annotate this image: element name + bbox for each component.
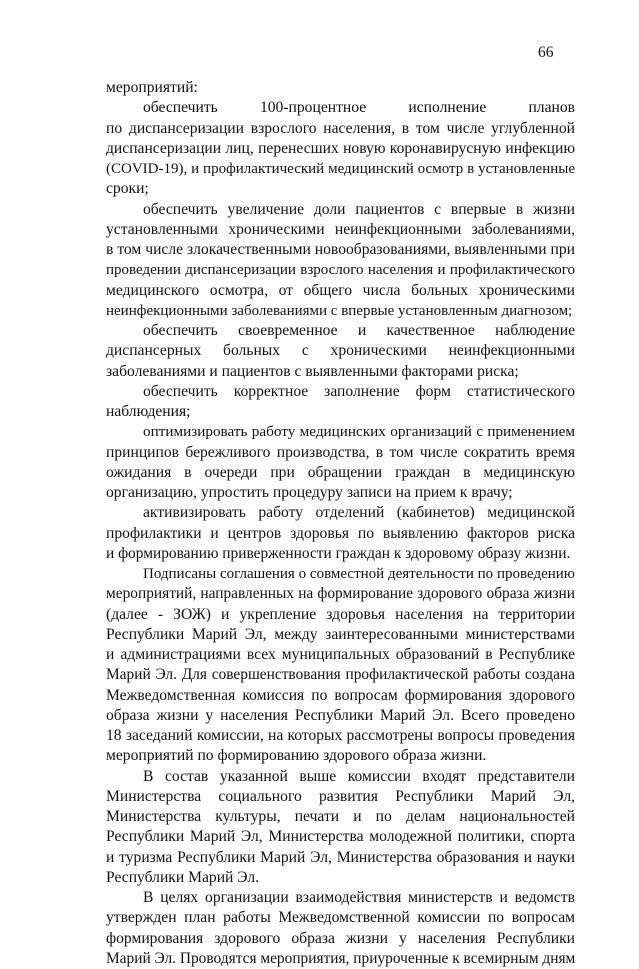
- text-line: Марий Эл. Для совершенствования профилактической работы создана: [106, 666, 575, 684]
- text-line: Республики Марий Эл.: [106, 868, 260, 886]
- text-line: диспансерных больных с хроническими неинфекционными: [106, 342, 575, 360]
- text-line: В целях организации взаимодействия министерств и ведомств: [143, 889, 575, 906]
- text-line: ожидания в очереди при обращении граждан в медицинскую: [106, 463, 575, 481]
- text-line: активизировать работу отделений (кабинетов) медицинской: [143, 504, 575, 522]
- text-line: (COVID-19), и профилактический медицинский осмотр в установленные: [106, 161, 575, 177]
- text-line: Министерства социального развития Республики Марий Эл,: [106, 787, 575, 805]
- text-line: В состав указанной выше комиссии входят представители: [143, 767, 575, 785]
- text-line: и туризма Республики Марий Эл, Министерства образования и науки: [106, 848, 575, 866]
- text-line: Республики Марий Эл, Министерства молодежной политики, спорта: [106, 828, 575, 846]
- text-line: и формированию приверженности граждан к здоровому образу жизни.: [106, 544, 571, 562]
- text-line: мероприятий:: [106, 79, 198, 96]
- text-line: организацию, упростить процедуру записи на прием к врачу;: [106, 484, 513, 501]
- text-line: (далее - ЗОЖ) и укрепление здоровья населения на территории: [106, 605, 575, 623]
- text-line: 18 заседаний комиссии, на которых рассмотрены вопросы проведения: [106, 727, 575, 744]
- text-line: в том числе злокачественными новообразованиями, выявленными при: [106, 241, 575, 258]
- text-line: Подписаны соглашения о совместной деятельности по проведению: [143, 566, 575, 582]
- text-line: по диспансеризации взрослого населения, в том числе углубленной: [106, 119, 575, 137]
- text-line: профилактики и центров здоровья по выявлению факторов риска: [106, 524, 575, 542]
- text-line: мероприятий по формированию здорового образа жизни.: [106, 747, 487, 765]
- text-line: обеспечить увеличение доли пациентов с впервые в жизни: [143, 200, 575, 218]
- text-line: Республики Марий Эл, между заинтересованными министерствами: [106, 625, 575, 643]
- text-line: обеспечить корректное заполнение форм статистического: [143, 382, 575, 400]
- text-line: диспансеризации лиц, перенесших новую коронавирусную инфекцию: [106, 139, 575, 157]
- text-line: Министерства культуры, печати и по делам национальностей: [106, 808, 575, 825]
- text-line: оптимизировать работу медицинских организаций с применением: [143, 423, 575, 441]
- page-number: 66: [538, 44, 554, 61]
- text-line: мероприятий, направленных на формирование здорового образа жизни: [106, 585, 575, 603]
- text-line: образа жизни у населения Республики Марий Эл. Всего проведено: [106, 706, 575, 724]
- text-line: проведении диспансеризации взрослого населения и профилактического: [106, 262, 575, 279]
- text-line: обеспечить 100-процентное исполнение планов: [143, 99, 575, 117]
- text-line: формирования здорового образа жизни у населения Республики: [106, 929, 575, 947]
- text-line: заболеваниями и пациентов с выявленными факторами риска;: [106, 362, 519, 380]
- text-line: установленными хроническими неинфекционными заболеваниями,: [106, 220, 575, 238]
- text-line: обеспечить своевременное и качественное наблюдение: [143, 322, 575, 339]
- text-line: неинфекционными заболеваниями с впервые установленным диагнозом;: [106, 302, 573, 319]
- text-line: медицинского осмотра, от общего числа больных хроническими: [106, 281, 575, 299]
- text-line: Межведомственная комиссия по вопросам формирования здорового: [106, 686, 575, 704]
- body-text: [106, 78, 575, 969]
- text-line: наблюдения;: [106, 403, 191, 420]
- text-line: утвержден план работы Межведомственной комиссии по вопросам: [106, 909, 575, 927]
- text-line: и администрациями всех муниципальных образований в Республике: [106, 646, 575, 663]
- text-line: сроки;: [106, 180, 149, 198]
- text-line: принципов бережливого производства, в том числе сократить время: [106, 443, 575, 461]
- text-line: Марий Эл. Проводятся мероприятия, приуроченные к всемирным дням: [106, 949, 576, 967]
